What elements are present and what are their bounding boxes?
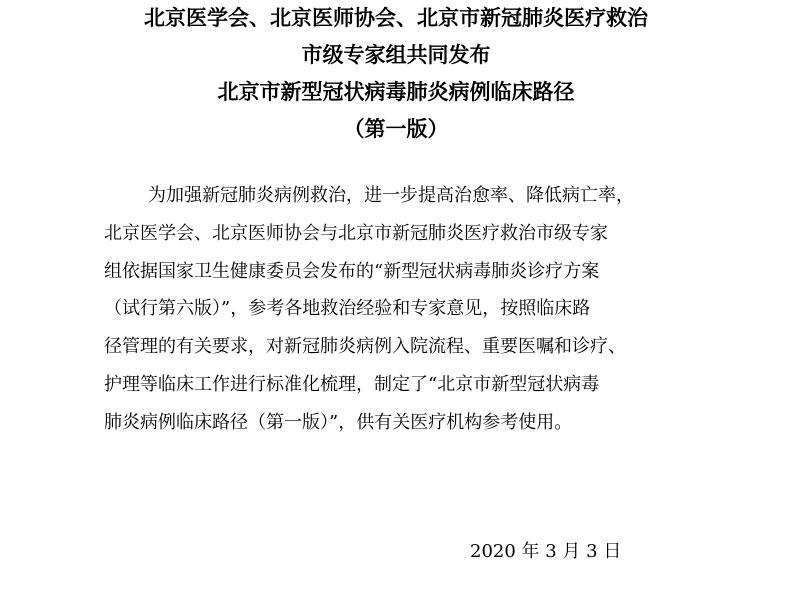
body-line: （试行第六版）”，参考各地救治经验和专家意见，按照临床路 bbox=[104, 298, 591, 320]
body-line: 肺炎病例临床路径（第一版）”，供有关医疗机构参考使用。 bbox=[104, 411, 573, 433]
body-line: 北京医学会、北京医师协会与北京市新冠肺炎医疗救治市级专家 bbox=[104, 222, 608, 244]
body-line: 径管理的有关要求，对新冠肺炎病例入院流程、重要医嘱和诊疗、 bbox=[104, 336, 626, 358]
body-line: 为加强新冠肺炎病例救治，进一步提高治愈率、降低病亡率， bbox=[148, 185, 634, 206]
header-line-expert-group: 市级专家组共同发布 bbox=[301, 43, 491, 67]
document-header bbox=[0, 0, 792, 148]
document-edition: （第一版） bbox=[343, 117, 449, 141]
document-title: 北京市新型冠状病毒肺炎病例临床路径 bbox=[217, 80, 575, 104]
header-line-publishers: 北京医学会、北京医师协会、北京市新冠肺炎医疗救治 bbox=[144, 6, 648, 30]
body-paragraph bbox=[104, 177, 694, 442]
publication-date: 2020 年 3 月 3 日 bbox=[470, 541, 622, 562]
body-line: 护理等临床工作进行标准化梳理，制定了“北京市新型冠状病毒 bbox=[104, 373, 600, 395]
body-line: 组依据国家卫生健康委员会发布的“新型冠状病毒肺炎诊疗方案 bbox=[104, 260, 600, 282]
